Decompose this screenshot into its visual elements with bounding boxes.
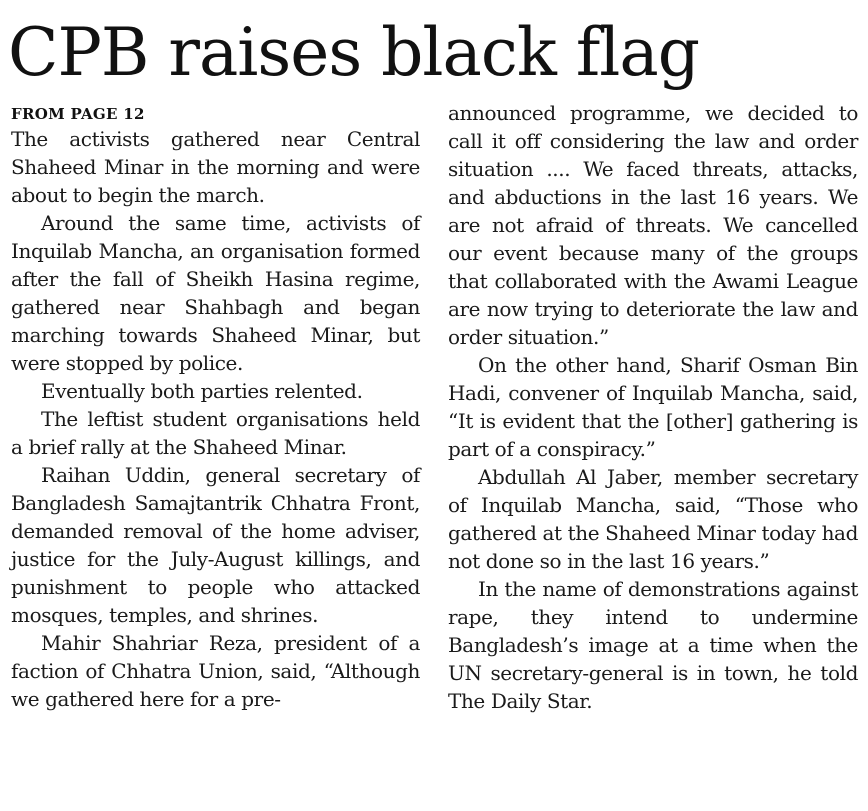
paragraph: Eventually both parties relented. xyxy=(41,379,363,403)
paragraph: The activists gathered near Central Shaheed Minar in the morning and were about to begin the march. xyxy=(11,127,420,207)
paragraph: In the name of demonstrations against rape, they intend to undermine Bangladesh’s image at a time when the UN secretary-general is in town, he told The Daily Star. xyxy=(448,577,858,713)
paragraph: On the other hand, Sharif Osman Bin Hadi, convener of Inquilab Mancha, said, “It is evident that the [other] gathering is part of a conspiracy.” xyxy=(448,353,858,461)
paragraph: Raihan Uddin, general secretary of Bangladesh Samajtantrik Chhatra Front, demanded removal of the home adviser, justice for the July-August killings, and punishment to people who attacked mosques, temples, and shrines. xyxy=(11,463,420,627)
headline: CPB raises black flag xyxy=(8,14,699,91)
paragraph: Mahir Shahriar Reza, president of a faction of Chhatra Union, said, “Although we gathered here for a pre- xyxy=(11,631,420,711)
continued-from-label: FROM PAGE 12 xyxy=(11,105,145,123)
paragraph: The leftist student organisations held a brief rally at the Shaheed Minar. xyxy=(11,407,420,459)
paragraph: Around the same time, activists of Inquilab Mancha, an organisation formed after the fall of Sheikh Hasina regime, gathered near Shahbagh and began marching towards Shaheed Minar, but were stopped by police. xyxy=(11,211,420,375)
paragraph: Abdullah Al Jaber, member secretary of Inquilab Mancha, said, “Those who gathered at the Shaheed Minar today had not done so in the last 16 years.” xyxy=(448,465,858,573)
article-column-right xyxy=(448,99,858,715)
article-column-left xyxy=(11,125,420,713)
paragraph: announced programme, we decided to call it off considering the law and order situation .... We faced threats, attacks, and abductions in the last 16 years. We are not afraid of threats. We cancelled our event because many of the groups that collaborated with the Awami League are now trying to deteriorate the law and order situation.” xyxy=(448,101,858,349)
